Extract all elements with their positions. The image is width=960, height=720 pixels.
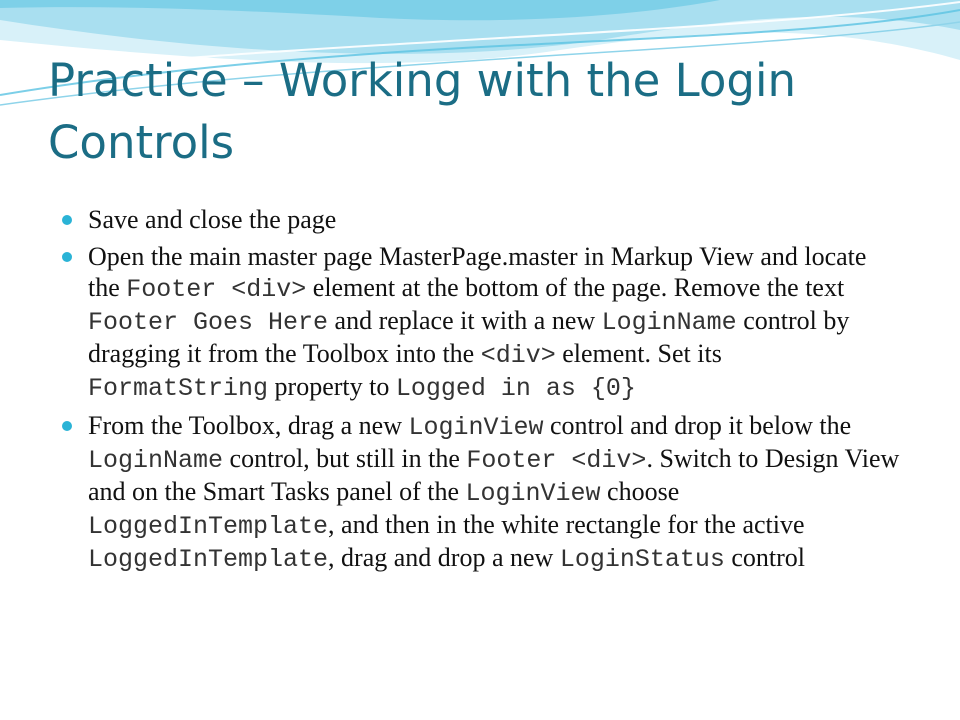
code-term: LoggedInTemplate (88, 512, 329, 541)
text-run: and replace it with a new (328, 306, 602, 335)
code-term: LoginStatus (559, 545, 725, 574)
bullet-dot-icon (62, 215, 72, 225)
code-term: FormatString (88, 374, 269, 403)
text-run: control (724, 543, 805, 572)
bullet-text (88, 205, 336, 234)
bullet-list (62, 204, 902, 581)
bullet-text (88, 411, 899, 572)
text-run: . Switch to Design View and on the Smart Tasks panel of the (88, 444, 900, 506)
text-run: From the Toolbox, drag a new (88, 411, 409, 440)
text-run: element at the bottom of the page. Remove the text (306, 273, 845, 302)
code-term: Footer <div> (126, 275, 307, 304)
bullet-dot-icon (62, 421, 72, 431)
code-term: LoggedInTemplate (88, 545, 329, 574)
code-term: LoginName (601, 308, 737, 337)
bullet-item (62, 204, 902, 235)
text-run: Open the main master page MasterPage.master in Markup View and locate the (88, 242, 867, 302)
code-term: Logged in as {0} (395, 374, 636, 403)
text-run: Save and close the page (88, 205, 337, 234)
code-term: <div> (480, 341, 556, 370)
bullet-text (88, 242, 866, 401)
text-run: element. Set its (555, 339, 722, 368)
text-run: control and drop it below the (543, 411, 852, 440)
code-term: LoginView (408, 413, 544, 442)
bullet-item (62, 410, 902, 575)
code-term: Footer <div> (466, 446, 647, 475)
text-run: , and then in the white rectangle for the active (328, 510, 805, 539)
code-term: LoginName (88, 446, 224, 475)
text-run: control by dragging it from the Toolbox into the (88, 306, 850, 368)
text-run: control, but still in the (223, 444, 467, 473)
text-run: , drag and drop a new (328, 543, 560, 572)
bullet-dot-icon (62, 252, 72, 262)
code-term: Footer Goes Here (88, 308, 329, 337)
text-run: choose (600, 477, 680, 506)
code-term: LoginView (465, 479, 601, 508)
text-run: property to (268, 372, 396, 401)
slide-title: Practice – Working with the Login Controls (48, 54, 797, 169)
bullet-item (62, 241, 902, 404)
